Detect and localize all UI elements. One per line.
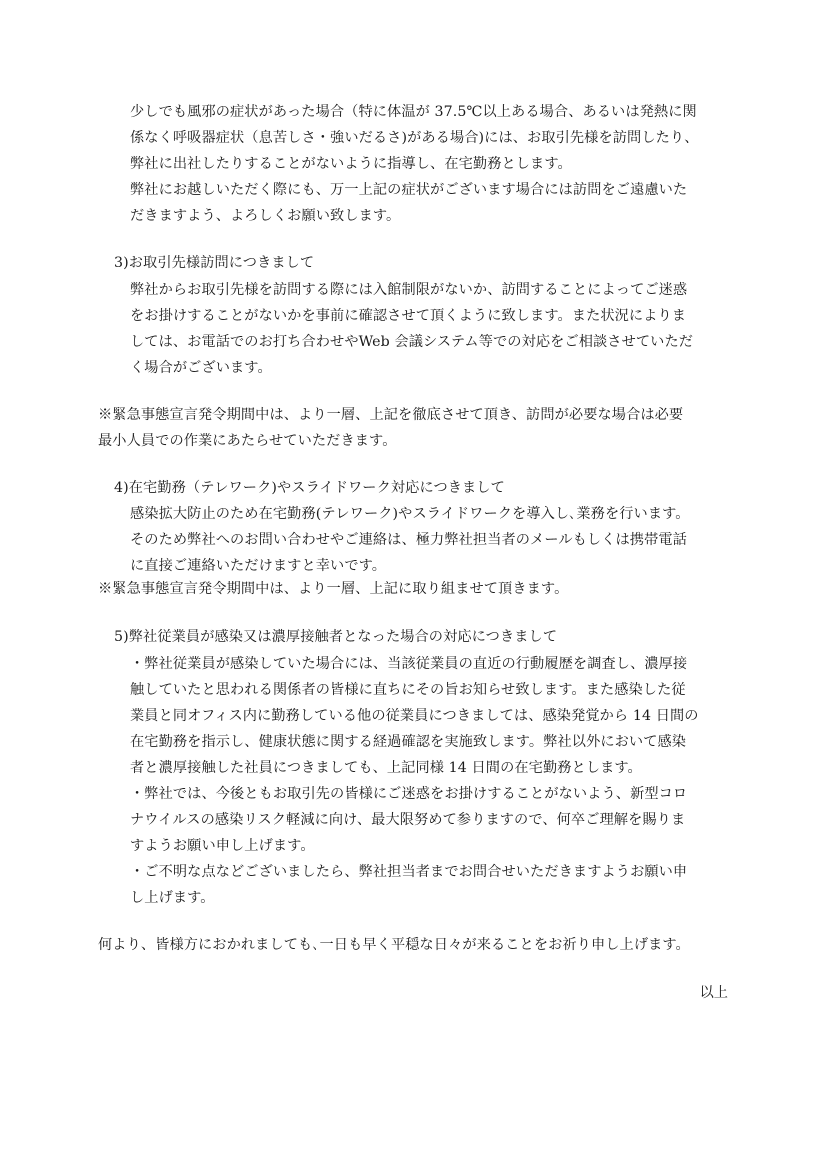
text-line: 感染拡大防止のため在宅勤務(テレワーク)やスライドワークを導入し､業務を行います。 (130, 506, 690, 522)
text-line: 少しでも風邪の症状があった場合（特に体温が 37.5℃以上ある場合、あるいは発熱に関 (130, 104, 697, 120)
text-line: 業員と同オフィス内に勤務している他の従業員につきましては、感染発覚から 14 日間の (130, 708, 699, 724)
text-line: ※緊急事態宣言発令期間中は、より一層、上記を徹底させて頂き、訪問が必要な場合は必要 (98, 407, 684, 423)
text-line: 係なく呼吸器症状（息苦しさ・強いだるさ)がある場合)には、お取引先様を訪問したり、 (130, 130, 699, 146)
closing-remark: 何より、皆様方におかれましても､一日も早く平穏な日々が来ることをお祈り申し上げます。 (98, 937, 690, 953)
text-line: そのため弊社へのお問い合わせやご連絡は、極力弊社担当者のメールもしくは携帯電話 (130, 532, 687, 548)
emergency-note: ※緊急事態宣言発令期間中は、より一層、上記に取り組ませて頂きます。 (98, 581, 569, 597)
text-line: ・弊社では、今後ともお取引先の皆様にご迷惑をお掛けすることがないよう、新型コロ (130, 786, 688, 802)
text-line: 弊社からお取引先様を訪問する際には入館制限がないか、訪問することによってご迷惑 (130, 282, 688, 298)
section-heading: 5)弊社従業員が感染又は濃厚接触者となった場合の対応につきまして (114, 629, 558, 645)
text-line: に直接ご連絡いただけますと幸いです。 (130, 558, 387, 574)
text-line: 弊社に出社したりすることがないように指導し、在宅勤務とします。 (130, 156, 572, 172)
end-mark: 以上 (699, 985, 728, 1001)
text-line: 触していたと思われる関係者の皆様に直ちにその旨お知らせ致します。また感染した従 (130, 682, 686, 698)
text-line: 弊社にお越しいただく際にも、万一上記の症状がございます場合には訪問をご遠慮いた (130, 182, 688, 198)
section-heading: 4)在宅勤務（テレワーク)やスライドワーク対応につきまして (114, 480, 505, 496)
text-line: 在宅勤務を指示し、健康状態に関する経過確認を実施致します。弊社以外において感染 (130, 734, 687, 750)
section-heading: 3)お取引先様訪問につきまして (114, 255, 315, 271)
text-line: 者と濃厚接触した社員につきましても、上記同様 14 日間の在宅勤務とします。 (130, 760, 642, 776)
text-line: だきますよう、よろしくお願い致します。 (130, 208, 401, 224)
text-line: すようお願い申し上げます。 (130, 838, 315, 854)
text-line: をお掛けすることがないかを事前に確認させて頂くように致します。また状況によりま (130, 308, 687, 324)
text-line: ・ご不明な点などございましたら、弊社担当者までお問合せいただきますようお願い申 (130, 864, 688, 880)
text-line: ナウイルスの感染リスク軽減に向け、最大限努めて参りますので、何卒ご理解を賜りま (130, 812, 686, 828)
text-line: しては、お電話でのお打ち合わせやWeb 会議システム等での対応をご相談させていただ (130, 334, 694, 350)
text-line: 最小人員での作業にあたらせていただきます。 (98, 433, 397, 449)
text-line: ・弊社従業員が感染していた場合には、当該従業員の直近の行動履歴を調査し、濃厚接 (130, 656, 688, 672)
text-line: く場合がございます。 (130, 360, 272, 376)
text-line: し上げます。 (130, 890, 215, 906)
